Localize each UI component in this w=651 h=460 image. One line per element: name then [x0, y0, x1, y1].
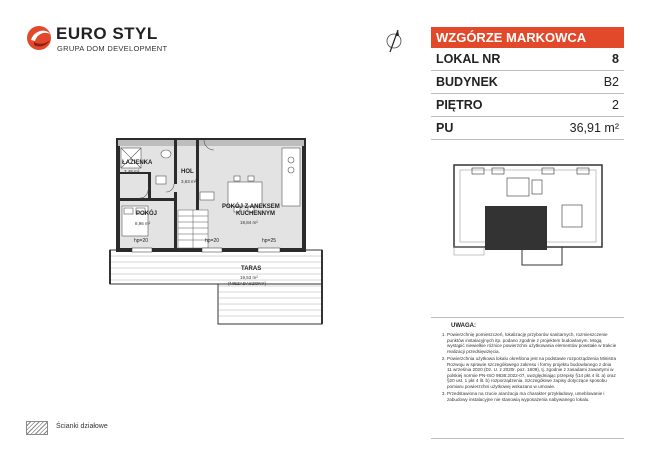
note-item: 2. Powierzchnia użytkowa lokalu określona jest na podstawie rozporządzenia Ministra Rozwoju w sprawie szczegółowego zakresu i formy projektu budowlanego z dnia 11 września 2020 (Dz. U. z 2020r. poz. 1609), tj. zgodnie z zasadami zawartymi w polskiej normie PN-ISO 9836:2022-07, uwzględniając przepisy §14 pkt 4 lit. a) oraz §20 ust. 1 pkt 4 lit. b) rozporządzenia. Szczegółowe zapisy dotyczące sposobu pomiaru powierzchni użytkowej wskazano w umowie. [447, 356, 617, 389]
height-label: hp=20 [205, 238, 220, 244]
room-name: HOL [181, 169, 194, 175]
room-name: POKÓJ Z ANEKSEM [222, 204, 280, 210]
room-area: 19,84 m² [240, 220, 258, 225]
room-area: 3,48 m² [124, 169, 140, 174]
company-logo [26, 22, 176, 62]
info-label: PU [436, 121, 454, 135]
apartment-info-panel [431, 27, 624, 140]
partition-wall-swatch [26, 421, 48, 435]
terrace-area [110, 250, 322, 324]
info-row-budynek [431, 71, 624, 94]
height-label: hp=20 [134, 238, 149, 244]
room-area: 3,63 m² [181, 179, 197, 184]
notes-list [431, 332, 617, 404]
terrace-note: (NIEZADASZONY) [228, 281, 267, 286]
investment-title: WZGÓRZE MARKOWCA [431, 27, 624, 48]
room-area: 19,53 m² [240, 275, 258, 280]
info-label: LOKAL NR [436, 52, 501, 66]
room-name: ŁAZIENKA [122, 160, 153, 166]
note-item: 1. Powierzchnię pomieszczeń, lokalizację przyborów sanitarnych, rozmieszczenie punktów instalacyjnych itp. podano zgodnie z projektem budowlanym. Mogą wystąpić niewielkie różnice powierzchni użytkowania elementów powstałe w trakcie realizacji przedsięwzięcia. [447, 332, 617, 354]
room-name: TARAS [241, 266, 262, 272]
compass-north-icon [380, 28, 408, 54]
info-value: B2 [603, 75, 619, 89]
eurostyl-swirl-logo-icon [26, 22, 54, 54]
room-name-line2: KUCHENNYM [236, 211, 275, 217]
info-value: 36,91 m² [569, 121, 619, 135]
notes-section [431, 317, 624, 439]
info-value: 8 [612, 52, 619, 66]
room-name: POKÓJ [136, 211, 158, 217]
height-label: hp=25 [262, 238, 277, 244]
info-label: BUDYNEK [436, 75, 498, 89]
building-key-plan [452, 160, 607, 270]
brand-subtitle: GRUPA DOM DEVELOPMENT [57, 44, 168, 53]
legend-label: Ścianki działowe [56, 423, 108, 430]
info-row-pu [431, 117, 624, 140]
brand-name: EURO STYL [56, 24, 158, 43]
note-item: 3. Przedstawiona na rzucie aranżacja ma charakter przykładowy, umeblowanie i zabudowy instalacyjne nie stanowią wyposażenia nabywanego lokalu. [447, 391, 617, 402]
info-value: 2 [612, 98, 619, 112]
room-area: 8,96 m² [135, 221, 151, 226]
info-row-lokal [431, 48, 624, 71]
info-label: PIĘTRO [436, 98, 483, 112]
staircase [178, 210, 208, 248]
notes-heading: UWAGA: [451, 323, 476, 329]
info-row-pietro [431, 94, 624, 117]
